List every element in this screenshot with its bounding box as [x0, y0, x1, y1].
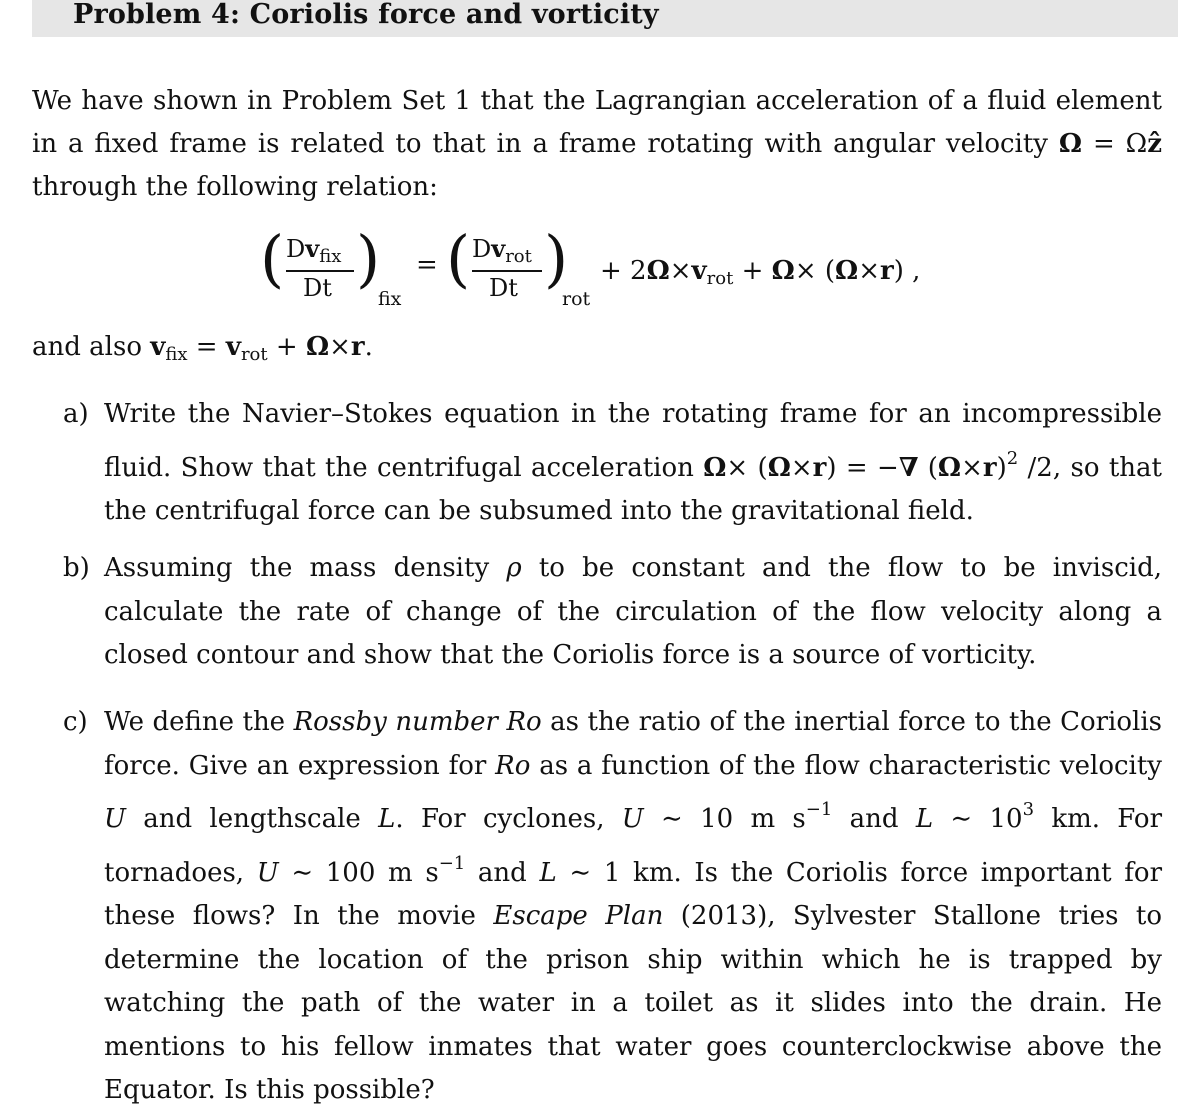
body-text: = — [187, 332, 226, 362]
eq-superscript: 3 — [1022, 799, 1035, 820]
eq-symbol: v — [305, 234, 320, 263]
eq-symbol: r — [982, 452, 997, 483]
body-text: to be constant and the flow to be inviscid, calculate the rate of change of the circulation of the flow velocity along a closed contour and show that the Coriolis force is a source of vorticity. — [104, 553, 1162, 670]
intro-paragraph — [32, 80, 1162, 209]
eq-symbol: D — [472, 235, 492, 263]
item-label: b) — [63, 553, 90, 583]
eq-symbol: r — [879, 256, 894, 286]
eq-symbol: U — [104, 804, 126, 834]
body-text: . — [364, 332, 373, 362]
body-text: ) — [996, 452, 1007, 483]
question-item-b — [63, 547, 1162, 679]
eq-text: ) , — [893, 256, 921, 286]
body-text: and — [832, 804, 916, 834]
rhs-subscript: rot — [562, 288, 591, 310]
body-text: × — [961, 452, 983, 483]
eq-symbol: Ω — [937, 452, 962, 483]
body-text: × ( — [726, 452, 768, 483]
eq-subscript: fix — [165, 344, 188, 365]
eq-symbol: v — [225, 332, 241, 362]
body-text: and — [465, 857, 540, 888]
rhs-fraction-bar — [472, 270, 542, 272]
eq-superscript: −1 — [438, 852, 466, 874]
velocity-relation-line — [32, 326, 373, 376]
item-text — [104, 547, 1162, 678]
body-text: ∼ 10 — [933, 804, 1023, 834]
eq-superscript: −1 — [805, 799, 833, 820]
movie-title: Escape Plan — [493, 901, 664, 931]
eq-text: × ( — [794, 256, 836, 286]
body-text: and lengthscale — [125, 804, 379, 834]
eq-symbol: L — [378, 804, 396, 834]
item-text — [104, 393, 1162, 534]
eq-symbol: Ro — [495, 750, 531, 781]
rhs-numerator — [472, 234, 532, 267]
eq-symbol: v — [491, 234, 506, 263]
question-item-c — [63, 701, 1162, 1105]
body-text: Assuming the mass density — [104, 553, 507, 583]
eq-symbol: v — [691, 256, 707, 286]
body-text: ∼ 10 m s — [643, 804, 806, 834]
eq-symbol: L — [915, 804, 934, 834]
problem-title-bar — [32, 0, 1178, 37]
eq-text: + 2 — [600, 256, 647, 286]
coriolis-and-centrifugal-terms — [600, 256, 920, 289]
eq-subscript: rot — [505, 246, 532, 267]
body-text: as a function of the flow characteristic velocity — [530, 750, 1162, 781]
body-text: ) = − — [826, 452, 899, 483]
eq-symbol: Ω — [305, 332, 330, 362]
eq-subscript: rot — [706, 268, 734, 289]
lhs-fraction-bar — [286, 270, 354, 272]
item-label: a) — [63, 399, 89, 429]
body-text: We define the — [104, 707, 294, 737]
right-paren: ) — [356, 222, 381, 295]
left-paren: ( — [260, 222, 285, 295]
eq-symbol: v — [150, 332, 166, 362]
lhs-subscript: fix — [378, 288, 402, 310]
left-paren: ( — [446, 222, 471, 295]
question-item-a — [63, 393, 1162, 525]
eq-symbol: Ω — [646, 256, 670, 286]
body-text: + — [267, 332, 306, 362]
eq-superscript: 2 — [1006, 447, 1019, 469]
eq-symbol: ∇ — [898, 452, 919, 483]
omega-vector-symbol: Ω — [1058, 129, 1083, 159]
lhs-numerator — [286, 234, 341, 267]
eq-symbol: Ω — [771, 256, 795, 286]
body-text: ∼ 100 m s — [278, 857, 439, 888]
emphasis-text: Rossby number — [293, 707, 498, 737]
eq-symbol: U — [621, 804, 644, 834]
right-paren: ) — [544, 222, 569, 295]
body-text: km. For tornadoes, — [104, 804, 1162, 888]
eq-symbol: L — [539, 857, 557, 888]
eq-symbol: r — [350, 332, 365, 362]
eq-symbol: Ro — [506, 707, 542, 737]
eq-text: + — [733, 256, 772, 286]
eq-symbol: Ω — [767, 452, 791, 483]
z-hat-symbol: ẑ — [1147, 129, 1162, 159]
intro-text: = Ω — [1082, 129, 1148, 159]
rotating-frame-equation — [260, 222, 960, 314]
body-text: . For cyclones, — [395, 804, 622, 834]
eq-symbol: U — [256, 857, 279, 888]
eq-symbol: r — [812, 452, 827, 483]
body-text: (2013), Sylvester Stallone tries to determine the location of the prison ship within which he is trapped by watching the path of the water in a toilet as it slides into the drain. He mentions to his fellow inmates that water goes counterclockwise above the Equator. Is this possible? — [104, 901, 1162, 1105]
item-label: c) — [63, 707, 88, 737]
body-text: /2, so that the centrifugal force can be subsumed into the gravitational field. — [104, 452, 1162, 526]
eq-text: × — [669, 256, 692, 286]
body-text: ( — [918, 452, 938, 483]
eq-symbol: D — [286, 235, 306, 263]
intro-text: We have shown in Problem Set 1 that the Lagrangian acceleration of a fluid element in a fixed frame is related to that in a frame rotating with angular velocity — [32, 86, 1162, 159]
eq-subscript: fix — [319, 246, 342, 267]
equals-sign: = — [416, 250, 438, 280]
problem-title: Problem 4: Coriolis force and vorticity — [73, 0, 659, 30]
body-text: Write the Navier–Stokes equation in the rotating frame for an incompressible fluid. Show that the centrifugal acceleration — [104, 399, 1162, 483]
body-text: ∼ 1 km. Is the Coriolis force important for these flows? In the movie — [104, 857, 1162, 931]
eq-symbol: Ω — [835, 256, 859, 286]
body-text: and also — [32, 332, 151, 362]
rhs-denominator: Dt — [489, 274, 518, 302]
item-text — [104, 701, 1162, 1113]
eq-symbol: Ω — [703, 452, 727, 483]
eq-text: × — [858, 256, 880, 286]
lhs-denominator: Dt — [303, 274, 332, 302]
body-text: × — [329, 332, 351, 362]
intro-text: through the following relation: — [32, 172, 438, 202]
eq-subscript: rot — [240, 344, 268, 365]
eq-symbol: ρ — [506, 553, 522, 583]
body-text: as the ratio of the inertial force to the Coriolis force. Give an expression for — [104, 707, 1162, 781]
body-text: × — [790, 452, 813, 483]
